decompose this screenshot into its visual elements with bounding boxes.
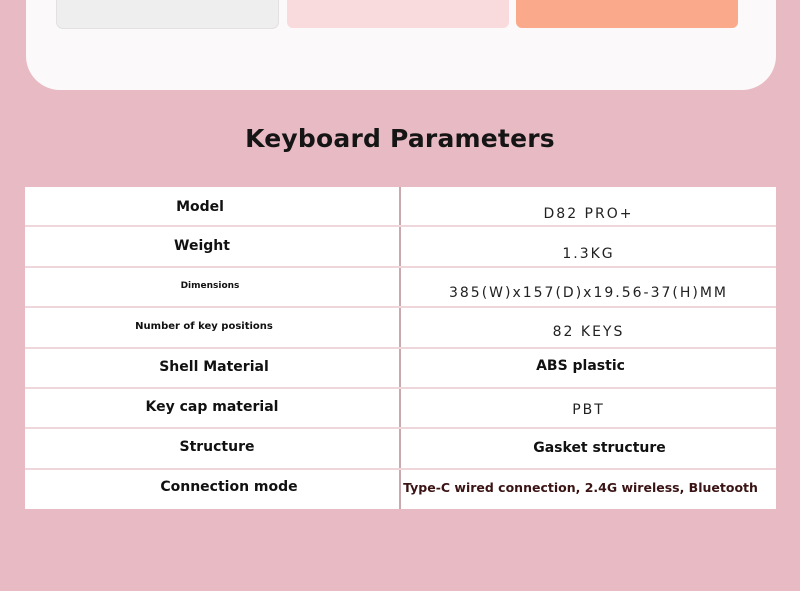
- color-swatch-pink[interactable]: [287, 0, 509, 28]
- param-label-connection-mode: Connection mode: [160, 479, 298, 495]
- param-value-key-positions: 82 KEYS: [552, 324, 625, 340]
- param-value-dimensions: 385(W)x157(D)x19.56-37(H)MM: [448, 285, 729, 301]
- table-row: [25, 268, 776, 308]
- color-swatch-white[interactable]: [57, 0, 278, 28]
- param-label-weight: Weight: [174, 238, 230, 254]
- table-row: [25, 349, 776, 389]
- param-label-structure: Structure: [179, 439, 255, 455]
- table-row: [25, 470, 776, 510]
- color-swatch-orange[interactable]: [516, 0, 738, 28]
- parameters-table: [25, 187, 776, 509]
- param-label-key-positions: Number of key positions: [135, 321, 273, 332]
- table-row: [25, 429, 776, 469]
- param-value-model: D82 PRO+: [543, 206, 634, 222]
- param-label-dimensions: Dimensions: [180, 281, 240, 291]
- page-title: Keyboard Parameters: [245, 124, 555, 153]
- param-value-shell-material: ABS plastic: [536, 358, 625, 374]
- table-row: [25, 389, 776, 429]
- param-label-keycap-material: Key cap material: [145, 399, 279, 415]
- param-label-model: Model: [176, 199, 224, 215]
- param-value-connection-mode: Type-C wired connection, 2.4G wireless, Bluetooth: [403, 480, 758, 495]
- table-row: [25, 187, 776, 227]
- param-value-weight: 1.3KG: [562, 246, 615, 262]
- param-value-keycap-material: PBT: [572, 402, 605, 418]
- param-label-shell-material: Shell Material: [159, 359, 269, 375]
- table-row: [25, 227, 776, 267]
- table-row: [25, 308, 776, 348]
- param-value-structure: Gasket structure: [533, 440, 666, 456]
